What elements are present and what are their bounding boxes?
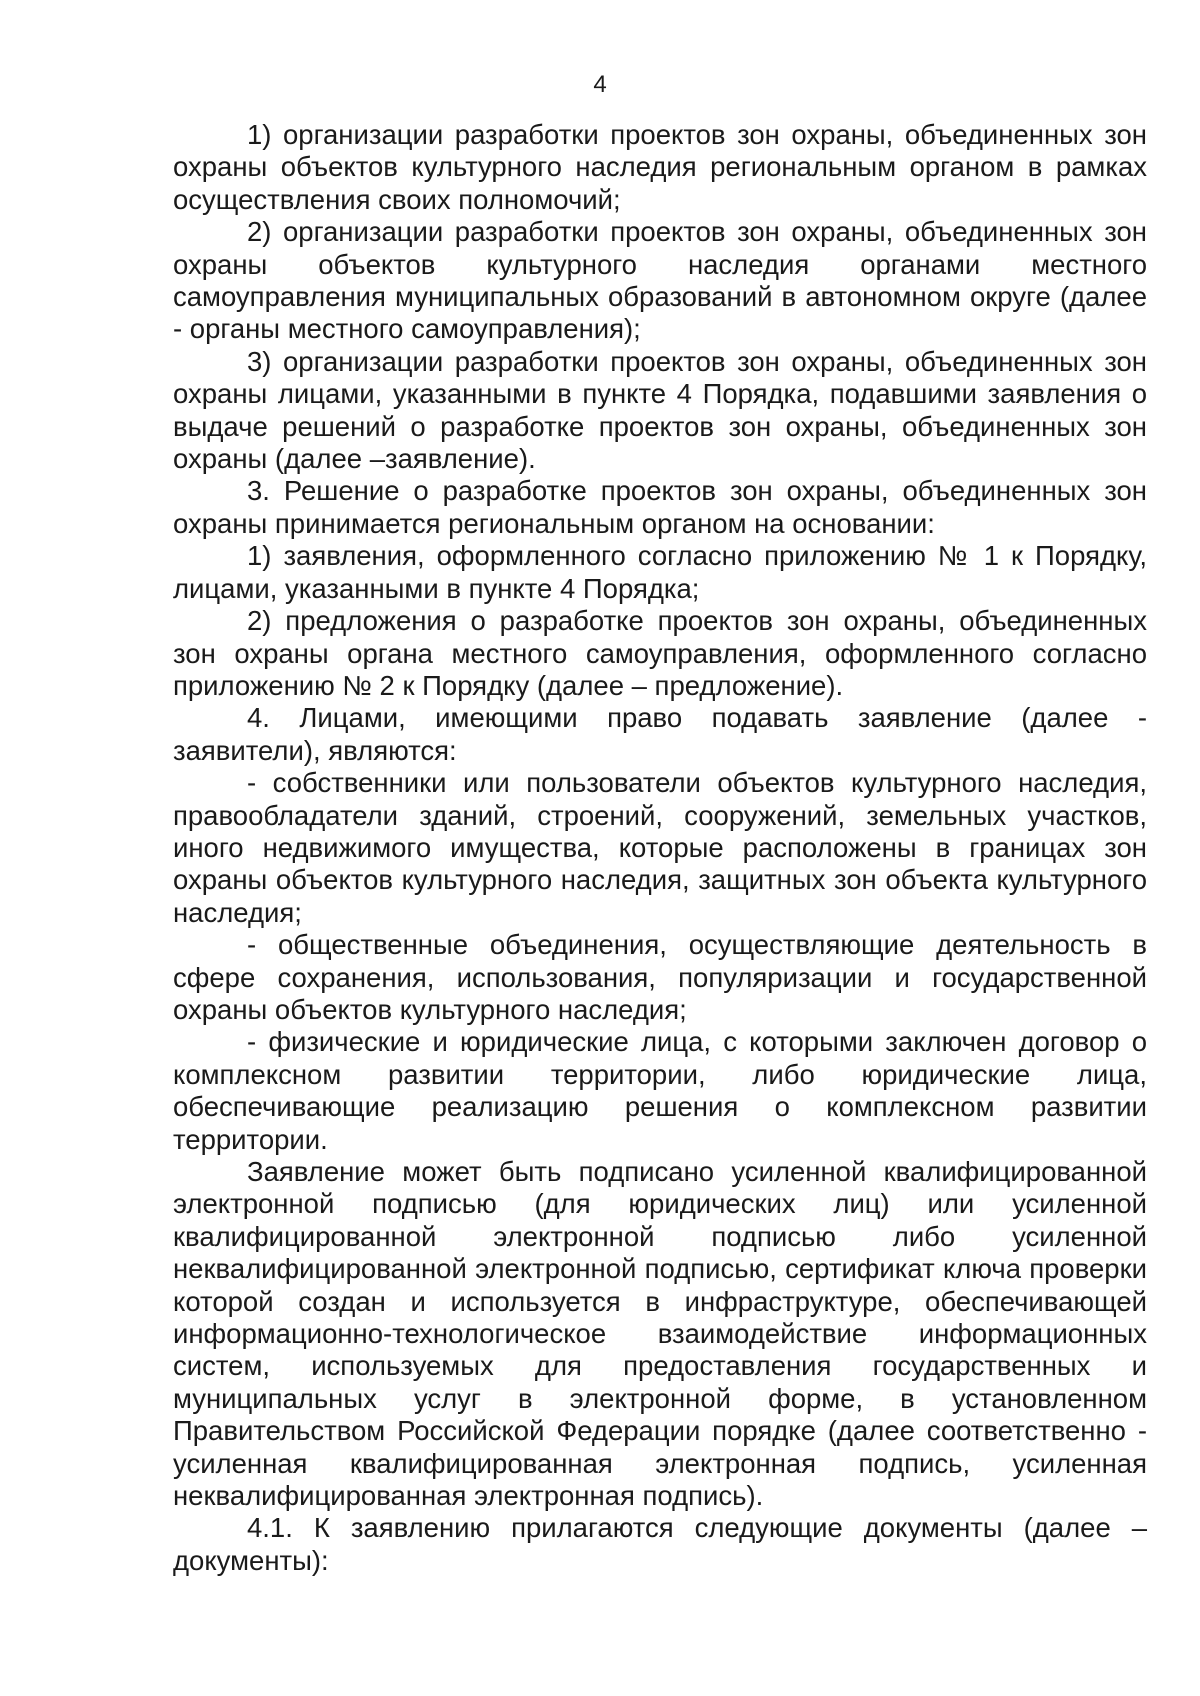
page-number: 4 <box>593 71 607 98</box>
paragraph-applicants-associations: - общественные объединения, осуществляющие деятельность в сфере сохранения, использования, популяризации и государственной охраны объектов культурного наследия; <box>173 929 1147 1025</box>
paragraph-item-3-2: 2) предложения о разработке проектов зон охраны, объединенных зон охраны органа местного самоуправления, оформленного согласно приложению № 2 к Порядку (далее – предложение). <box>173 605 1147 701</box>
paragraph-section-4: 4. Лицами, имеющими право подавать заявление (далее - заявители), являются: <box>173 702 1147 766</box>
paragraph-section-4-1: 4.1. К заявлению прилагаются следующие документы (далее – документы): <box>173 1512 1147 1576</box>
paragraph-item-2: 2) организации разработки проектов зон охраны, объединенных зон охраны объектов культурного наследия органами местного самоуправления муниципальных образований в автономном округе (далее - органы местного самоуправления); <box>173 216 1147 345</box>
document-body <box>173 119 1147 1577</box>
paragraph-applicants-owners: - собственники или пользователи объектов культурного наследия, правообладатели зданий, строений, сооружений, земельных участков, иного недвижимого имущества, которые расположены в границах зон охраны объектов культурного наследия, защитных зон объекта культурного наследия; <box>173 767 1147 928</box>
paragraph-item-3: 3) организации разработки проектов зон охраны, объединенных зон охраны лицами, указанными в пункте 4 Порядка, подавшими заявления о выдаче решений о разработке проектов зон охраны, объединенных зон охраны (далее –заявление). <box>173 345 1147 475</box>
paragraph-item-3-1: 1) заявления, оформленного согласно приложению № 1 к Порядку, лицами, указанными в пункте 4 Порядка; <box>173 540 1147 604</box>
paragraph-item-1: 1) организации разработки проектов зон охраны, объединенных зон охраны объектов культурного наследия региональным органом в рамках осуществления своих полномочий; <box>173 119 1147 215</box>
paragraph-electronic-signature: Заявление может быть подписано усиленной квалифицированной электронной подписью (для юридических лиц) или усиленной квалифицированной электронной подписью либо усиленной неквалифицированной электронной подписью, сертификат ключа проверки которой создан и используется в инфраструктуре, обеспечивающей информационно-технологическое взаимодействие информационных систем, используемых для предоставления государственных и муниципальных услуг в электронной форме, в установленном Правительством Российской Федерации порядке (далее соответственно - усиленная квалифицированная электронная подпись, усиленная неквалифицированная электронная подпись). <box>173 1156 1147 1512</box>
paragraph-section-3: 3. Решение о разработке проектов зон охраны, объединенных зон охраны принимается региональным органом на основании: <box>173 475 1147 539</box>
paragraph-applicants-persons: - физические и юридические лица, с которыми заключен договор о комплексном развитии территории, либо юридические лица, обеспечивающие реализацию решения о комплексном развитии территории. <box>173 1026 1147 1155</box>
